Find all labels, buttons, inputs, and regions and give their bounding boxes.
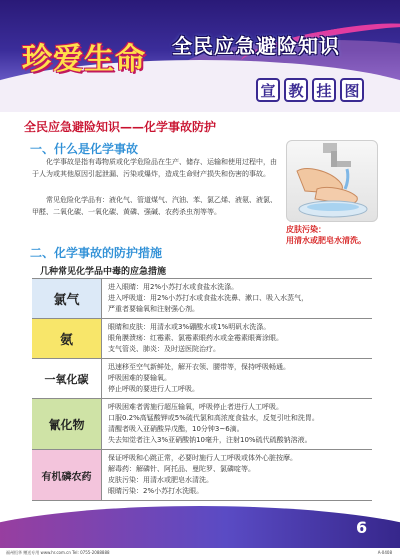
table-title: 几种常见化学品中毒的应急措施 [40,267,167,277]
row-label: 氰化物 [32,399,102,449]
table-row [32,399,372,450]
badge-row [256,78,364,102]
row-line: 保证呼吸和心跳正常，必要时施行人工呼吸或体外心脏按摩。 [108,454,297,462]
row-line: 进入眼睛：用2%小苏打水或食盐水洗涤。 [108,283,239,291]
row-line: 停止呼吸的要进行人工呼吸。 [108,385,199,393]
hand-washing-icon [287,141,378,222]
row-line: 迅速移至空气新鲜处，解开衣领、腰带等，保持呼吸畅通。 [108,363,290,371]
row-label: 氯气 [32,279,102,318]
badge: 挂 [312,78,336,102]
row-label: 氨 [32,319,102,358]
section-heading-2: 二、化学事故的防护措施 [30,246,163,260]
row-line: 进入呼吸道：用2%小苏打水或食盐水洗鼻、漱口、吸入水蒸气， [108,294,309,302]
logo-text: 珍爱生命 [22,42,146,77]
row-line: 失去知觉者注入3%亚硝酸钠10毫升，注射10%硫代硫酸钠溶液。 [108,436,312,444]
table-row [32,319,372,359]
row-content [102,279,372,318]
row-content [102,319,372,358]
hand-washing-illustration [286,140,378,222]
illustration-caption [286,224,396,246]
row-line: 清醒者吸入亚硝酸异戊酯，10分钟3~6滴。 [108,425,244,433]
main-heading: 全民应急避险知识——化学事故防护 [24,120,217,134]
row-line: 口服0.2%高锰酸钾或5%硫代氯和高浓度食盐水，反复引吐和洗胃。 [108,414,319,422]
row-line: 皮肤污染：用清水或肥皂水清洗。 [108,476,213,484]
row-line: 眼睛污染：2%小苏打水洗眼。 [108,487,204,495]
section1-paragraph-1: 化学事故是指有毒物质或化学危险品在生产、储存、运输和使用过程中，由于人为或其他原因引起泄漏、污染或爆炸，造成生命财产损失和伤害的事故。 [32,158,277,178]
table-row [32,278,372,319]
badge: 教 [284,78,308,102]
row-line: 解毒药：解磷针、阿托品、曼陀罗、氯磷啶等。 [108,465,255,473]
table-row [32,359,372,399]
row-label: 有机磷农药 [32,450,102,500]
section-heading-1: 一、什么是化学事故 [30,142,139,156]
caption-line-2: 用清水或肥皂水清洗。 [286,236,366,245]
page-number: 6 [356,518,368,537]
footer-code: A-0408 [377,550,392,555]
top-title: 全民应急避险知识 [172,34,340,58]
row-content [102,399,372,449]
row-line: 支气管炎、肺炎：及时送医院治疗。 [108,345,220,353]
row-content [102,359,372,398]
emergency-table [32,278,372,501]
table-row [32,450,372,501]
section1-paragraph-2: 常见危险化学品有：液化气、管道煤气、汽油、苯、氯乙烯、液氨、液氯、甲醛、二氧化碳、一氧化碳、黄磷、强碱、农药杀虫剂等等。 [32,196,277,216]
caption-line-1: 皮肤污染： [286,225,326,234]
row-content [102,450,372,500]
badge: 图 [340,78,364,102]
footer-text: 福州恒华 赠送专用 www.hr.com.cn Tel: 0755-2088888 [6,550,110,555]
row-line: 眼角膜溃疡：红霉素、氯霉素眼药水或金霉素眼膏涂眼。 [108,334,283,342]
row-line: 眼睛和皮肤：用清水或3%硼酸水或1%明矾水洗涤。 [108,323,271,331]
row-line: 严重者要输氧和注射强心剂。 [108,305,199,313]
row-line: 呼吸困难者需施行超压输氧，呼吸停止者进行人工呼吸。 [108,403,283,411]
row-label: 一氧化碳 [32,359,102,398]
row-line: 呼吸困难的要输氧。 [108,374,171,382]
poster-header [0,0,400,112]
badge: 宣 [256,78,280,102]
